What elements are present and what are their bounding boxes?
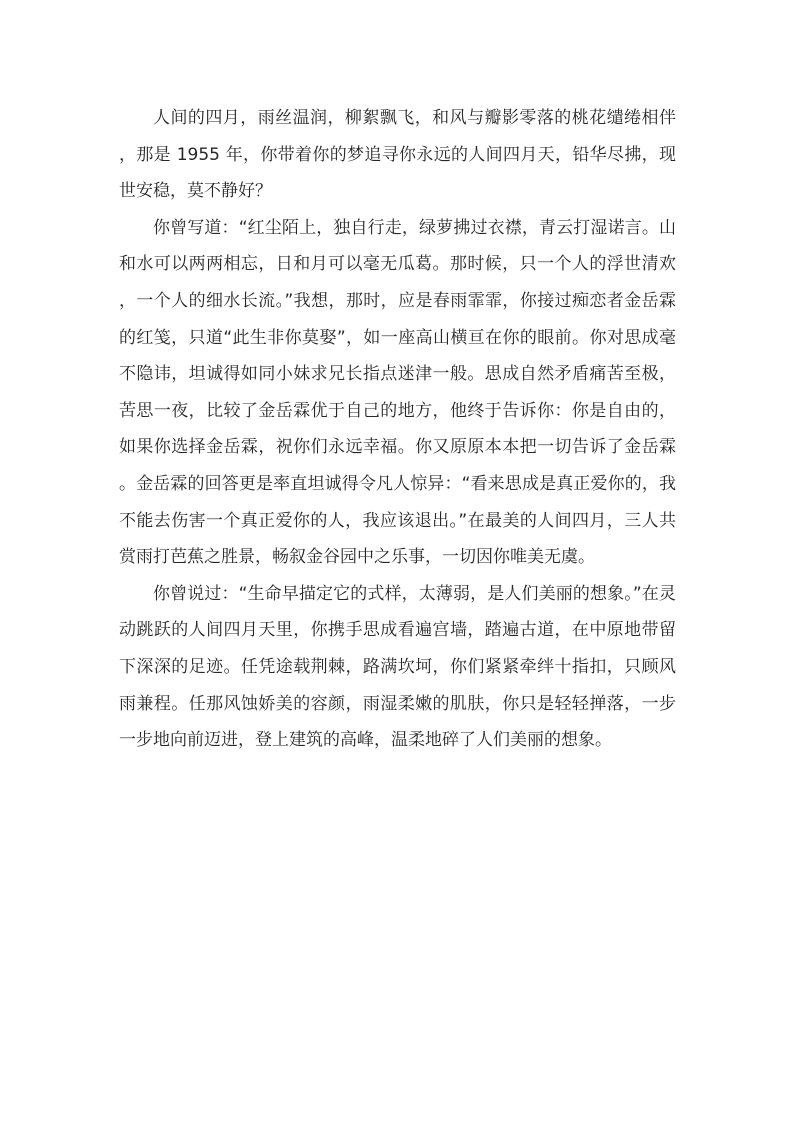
- paragraph-3: 你曾说过：“生命早描定它的式样，太薄弱，是人们美丽的想象。”在灵动跳跃的人间四月天里，你携手思成看遍宫墙，踏遍古道，在中原地带留下深深的足迹。任凭途载荆棘，路满坎坷，你们紧紧牵绊十指扣，只顾风雨兼程。任那风蚀娇美的容颜，雨湿柔嫩的肌肤，你只是轻轻掸落，一步一步地向前迈进，登上建筑的高峰，温柔地碎了人们美丽的想象。: [119, 583, 676, 751]
- document-body: [119, 100, 676, 759]
- paragraph-2: 你曾写道：“红尘陌上，独自行走，绿萝拂过衣襟，青云打湿诺言。山和水可以两两相忘，日和月可以毫无瓜葛。那时候，只一个人的浮世清欢，一个人的细水长流。”我想，那时，应是春雨霏霏，你接过痴恋者金岳霖的红笺，只道“此生非你莫娶”，如一座高山横亘在你的眼前。你对思成毫不隐讳，坦诚得如同小妹求兄长指点迷津一般。思成自然矛盾痛苦至极，苦思一夜，比较了金岳霖优于自己的地方，他终于告诉你：你是自由的，如果你选择金岳霖，祝你们永远幸福。你又原原本本把一切告诉了金岳霖。金岳霖的回答更是率直坦诚得令凡人惊异：“看来思成是真正爱你的，我不能去伤害一个真正爱你的人，我应该退出。”在最美的人间四月，三人共赏雨打芭蕉之胜景，畅叙金谷园中之乐事，一切因你唯美无虞。: [119, 217, 676, 568]
- paragraph-1: 人间的四月，雨丝温润，柳絮飘飞，和风与瓣影零落的桃花缱绻相伴，那是 1955 年，你带着你的梦追寻你永远的人间四月天，铅华尽拂，现世安稳，莫不静好？: [119, 108, 676, 202]
